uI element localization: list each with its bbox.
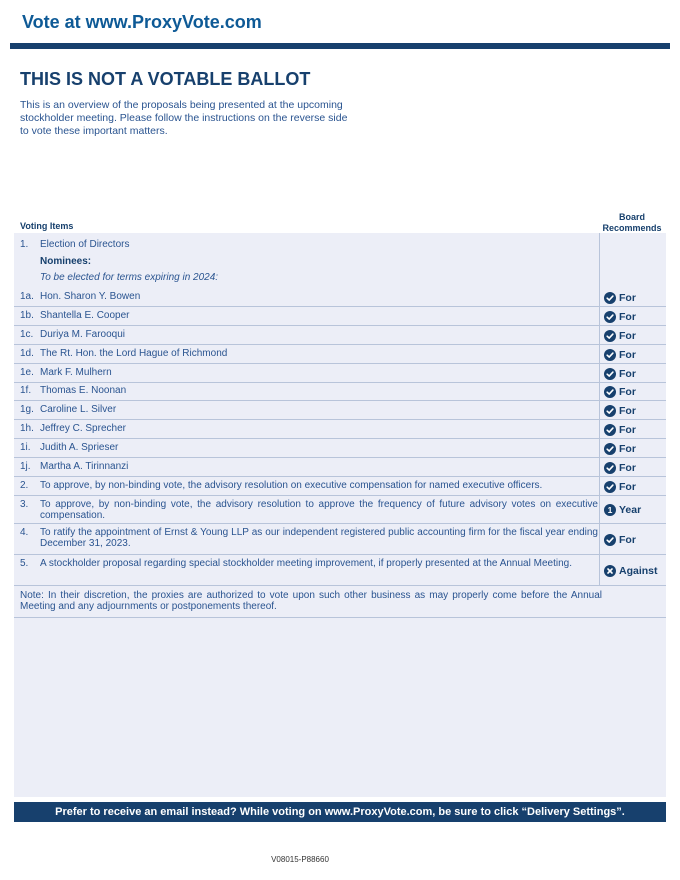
nominee-row	[14, 307, 666, 326]
nominee-number: 1h.	[20, 423, 34, 434]
proposal-number: 5.	[20, 558, 29, 569]
nominee-name: Caroline L. Silver	[40, 404, 117, 415]
delivery-settings-banner: Prefer to receive an email instead? While voting on www.ProxyVote.com, be sure to click “Delivery Settings”.	[14, 802, 666, 822]
document-code: V08015-P88660	[271, 855, 329, 864]
svg-text:1: 1	[607, 505, 613, 515]
proposal-row	[14, 496, 666, 524]
nominee-name: Hon. Sharon Y. Bowen	[40, 291, 141, 302]
nominee-row	[14, 439, 666, 458]
recommendation-label: For	[619, 311, 636, 323]
check-circle-icon	[604, 534, 616, 546]
check-circle-icon	[604, 481, 616, 493]
check-circle-icon	[604, 311, 616, 323]
nominee-row	[14, 345, 666, 364]
proposal-number: 4.	[20, 527, 29, 538]
recommendation-label: For	[619, 349, 636, 361]
nominee-row	[14, 401, 666, 420]
nominee-number: 1f.	[20, 385, 32, 396]
discretion-note	[14, 586, 666, 618]
note-text: Note: In their discretion, the proxies are authorized to vote upon such other business as may properly come before the Annual Meeting and any adjournments or postponements thereof.	[20, 590, 602, 612]
nominee-name: Jeffrey C. Sprecher	[40, 423, 126, 434]
recommendation-label: For	[619, 386, 636, 398]
board-header-line2: Recommends	[602, 223, 662, 233]
nominee-number: 1j.	[20, 461, 31, 472]
proposal-text: To ratify the appointment of Ernst & Young LLP as our independent registered public accounting firm for the fiscal year ending December 31, 2023.	[40, 527, 598, 549]
board-recommendation	[604, 311, 636, 323]
recommendation-label: For	[619, 480, 636, 493]
board-recommendation	[604, 534, 636, 546]
recommendation-label: Year	[619, 504, 642, 516]
check-circle-icon	[604, 349, 616, 361]
nominee-row	[14, 420, 666, 439]
board-recommendation	[604, 349, 636, 361]
recommendation-label: For	[619, 405, 636, 417]
check-circle-icon	[604, 424, 616, 436]
proposal-text: A stockholder proposal regarding special stockholder meeting improvement, if properly presented at the Annual Meeting.	[40, 558, 572, 569]
proposal-row	[14, 477, 666, 496]
number-one-circle-icon	[604, 504, 616, 516]
nominee-name: Judith A. Sprieser	[40, 442, 119, 453]
header-rule	[10, 43, 670, 49]
board-recommendation	[604, 292, 636, 304]
board-recommendation	[604, 565, 658, 577]
nominee-row	[14, 326, 666, 345]
recommendation-label: For	[619, 462, 636, 474]
proposal-text: To approve, by non-binding vote, the advisory resolution on executive compensation for named executive officers.	[40, 480, 543, 491]
nominee-name: Mark F. Mulhern	[40, 367, 112, 378]
proposal-text: To approve, by non-binding vote, the advisory resolution to approve the frequency of future advisory votes on executive compensation.	[40, 499, 598, 521]
nominee-row	[14, 364, 666, 383]
x-circle-icon	[604, 565, 616, 577]
recommendation-label: For	[619, 368, 636, 380]
nominee-name: Thomas E. Noonan	[40, 385, 127, 396]
nominee-number: 1c.	[20, 329, 34, 340]
recommendation-label: For	[619, 533, 636, 546]
proposal-row	[14, 555, 666, 586]
board-recommendation	[604, 443, 636, 455]
nominee-name: Martha A. Tirinnanzi	[40, 461, 129, 472]
check-circle-icon	[604, 386, 616, 398]
board-header-line1: Board	[618, 212, 645, 222]
board-recommendation	[604, 386, 636, 398]
board-recommendation	[604, 481, 636, 493]
proposal-number: 3.	[20, 499, 29, 510]
nominee-number: 1i.	[20, 442, 31, 453]
check-circle-icon	[604, 462, 616, 474]
board-recommendation	[604, 462, 636, 474]
nominee-name: Duriya M. Farooqui	[40, 329, 126, 340]
check-circle-icon	[604, 368, 616, 380]
proposal-row	[14, 524, 666, 555]
nominee-row	[14, 288, 666, 307]
nominee-number: 1b.	[20, 310, 34, 321]
recommendation-label: For	[619, 330, 636, 342]
header	[0, 0, 680, 48]
board-recommendation	[604, 504, 641, 516]
board-recommends-header	[598, 212, 666, 234]
voting-items-header: Voting Items	[20, 221, 74, 231]
header-title[interactable]: Vote at www.ProxyVote.com	[22, 12, 262, 32]
recommendation-label: For	[619, 424, 636, 436]
election-title: Election of Directors	[40, 239, 130, 250]
nominees-label: Nominees:	[40, 256, 92, 267]
nominee-row	[14, 458, 666, 477]
recommendation-label: Against	[619, 564, 658, 577]
check-circle-icon	[604, 292, 616, 304]
board-recommendation	[604, 330, 636, 342]
page-title: THIS IS NOT A VOTABLE BALLOT	[20, 69, 311, 89]
nominee-number: 1g.	[20, 404, 34, 415]
check-circle-icon	[604, 443, 616, 455]
nominee-number: 1e.	[20, 367, 34, 378]
nominee-name: The Rt. Hon. the Lord Hague of Richmond	[40, 348, 228, 359]
board-recommendation	[604, 368, 636, 380]
check-circle-icon	[604, 405, 616, 417]
board-recommendation	[604, 424, 636, 436]
election-number: 1.	[20, 239, 29, 250]
intro-text: This is an overview of the proposals being presented at the upcoming stockholder meeting. Please follow the instructions on the reverse side to vote these important matters.	[20, 99, 348, 137]
recommendation-label: For	[619, 292, 636, 304]
board-recommendation	[604, 405, 636, 417]
recommendation-label: For	[619, 443, 636, 455]
check-circle-icon	[604, 330, 616, 342]
nominee-number: 1a.	[20, 291, 34, 302]
term-note: To be elected for terms expiring in 2024:	[40, 272, 219, 283]
nominee-number: 1d.	[20, 348, 34, 359]
proposal-number: 2.	[20, 480, 29, 491]
nominee-name: Shantella E. Cooper	[40, 310, 130, 321]
nominee-row	[14, 382, 666, 401]
